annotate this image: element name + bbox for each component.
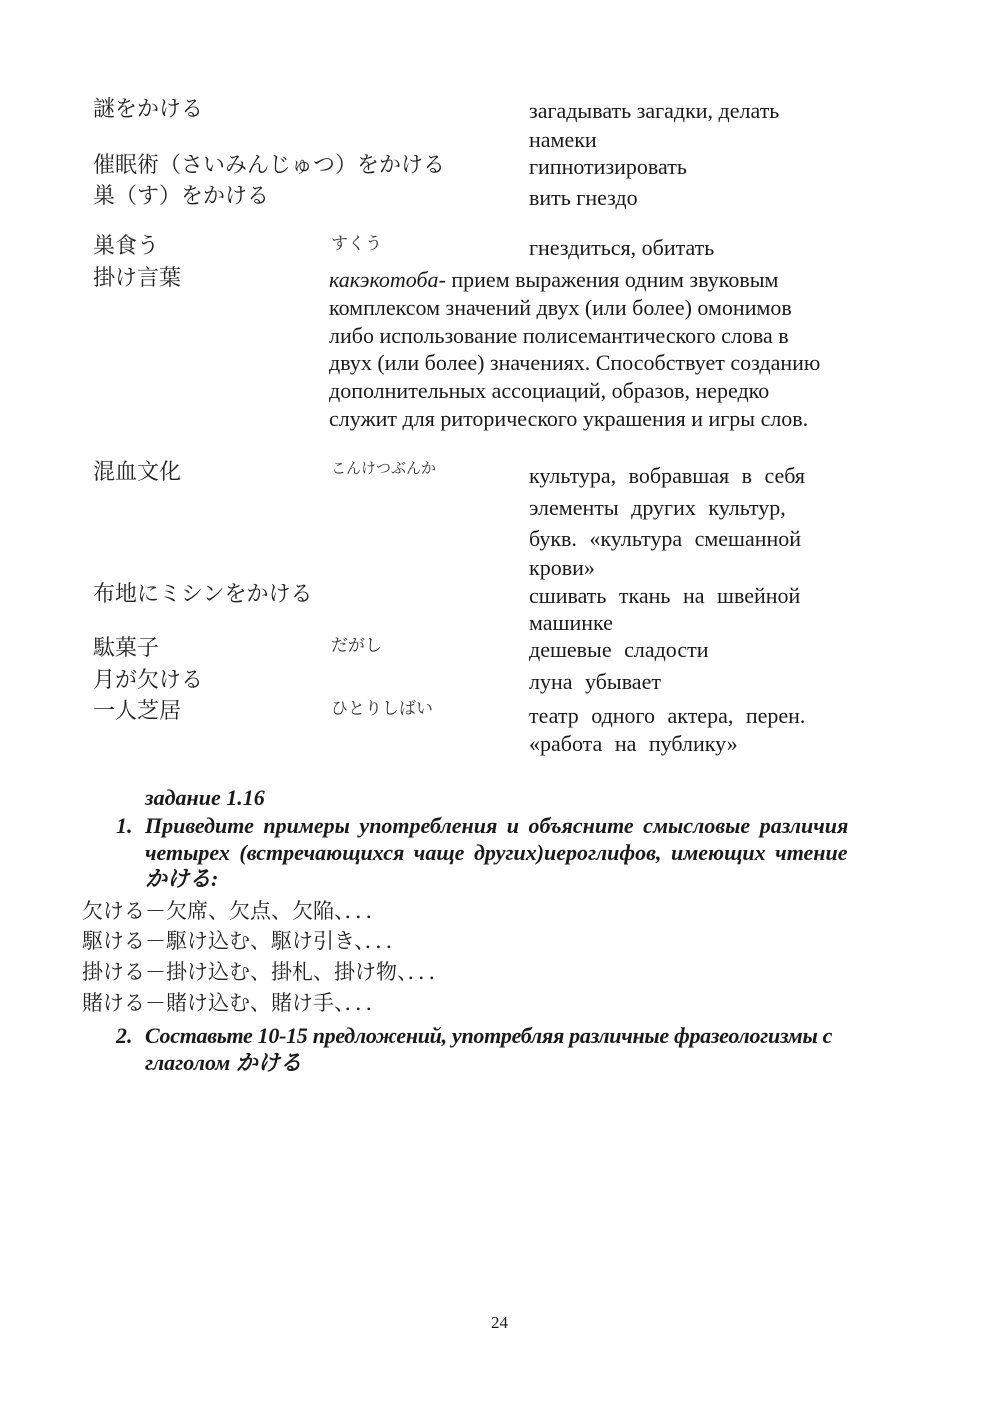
entry-meaning-line: либо использование полисемантического слова в [329, 323, 789, 348]
example-line: 掛ける－掛け込む、掛札、掛け物、．．． [82, 960, 450, 984]
entry-meaning-line: букв. «культура смешанной [529, 526, 802, 551]
entry-term: 混血文化 [93, 460, 182, 485]
task-heading: задание 1.16 [145, 785, 265, 810]
entry-term: 巣（す）をかける [93, 184, 270, 209]
entry-reading: ひとりしばい [331, 699, 433, 719]
entry-meaning-line: элементы других культур, [529, 495, 786, 520]
entry-meaning-line: намеки [529, 127, 597, 152]
entry-meaning-line: двух (или более) значениях. Способствует созданию [329, 350, 821, 375]
entry-reading: だがし [331, 636, 382, 656]
example-line: 欠ける－欠席、欠点、欠陥、．．． [82, 899, 387, 923]
task-item-line: Составьте 10-15 предложений, употребляя различные фразеологизмы с [145, 1023, 833, 1048]
entry-meaning-line: крови» [529, 555, 595, 580]
entry-term: 催眠術（さいみんじゅつ）をかける [93, 153, 446, 178]
entry-meaning-line [329, 269, 778, 291]
entry-meaning-line: машинке [529, 610, 613, 635]
entry-meaning-line: «работа на публику» [529, 731, 738, 756]
entry-meaning-line: дополнительных ассоциаций, образов, нередко [329, 378, 770, 403]
entry-reading: すくう [331, 234, 382, 254]
entry-meaning-line: культура, вобравшая в себя [529, 463, 806, 488]
entry-meaning-line: гипнотизировать [529, 154, 687, 179]
task-item-line: глаголом かける [145, 1050, 302, 1075]
entry-meaning-line: театр одного актера, перен. [529, 703, 806, 728]
entry-term: 掛け言葉 [93, 266, 182, 291]
entry-meaning-line: загадывать загадки, делать [529, 98, 780, 123]
example-line: 駆ける－駆け込む、駆け引き、．．． [82, 929, 407, 953]
entry-meaning-line: луна убывает [529, 669, 661, 694]
entry-reading: こんけつぶんか [331, 459, 437, 477]
entry-term: 巣食う [93, 234, 160, 259]
entry-term: 月が欠ける [93, 668, 204, 693]
entry-meaning-line: сшивать ткань на швейной [529, 583, 801, 608]
task-item-line: четырех (встречающихся чаще других)иероглифов, имеющих чтение [145, 840, 848, 865]
entry-meaning-rest: - прием выражения одним звуковым [438, 267, 779, 292]
task-item-line: かける: [145, 866, 219, 891]
entry-meaning-italic: какэкотоба [329, 267, 439, 292]
entry-meaning-line: комплексом значений двух (или более) омонимов [329, 295, 792, 320]
task-item-number: 1. [116, 813, 133, 838]
task-item-number: 2. [116, 1023, 133, 1048]
entry-term: 布地にミシンをかける [93, 582, 313, 607]
task-item-line: Приведите примеры употребления и объясните смысловые различия [145, 813, 849, 838]
entry-meaning-line: гнездиться, обитать [529, 235, 715, 260]
entry-term: 駄菓子 [93, 636, 160, 661]
example-line: 賭ける－賭け込む、賭け手、．．． [82, 991, 387, 1015]
entry-term: 一人芝居 [93, 699, 182, 724]
entry-meaning-line: вить гнездо [529, 185, 638, 210]
page-number: 24 [491, 1313, 508, 1332]
entry-meaning-line: дешевые сладости [529, 637, 709, 662]
entry-term: 謎をかける [93, 97, 204, 122]
entry-meaning-line: служит для риторического украшения и игры слов. [329, 406, 809, 431]
